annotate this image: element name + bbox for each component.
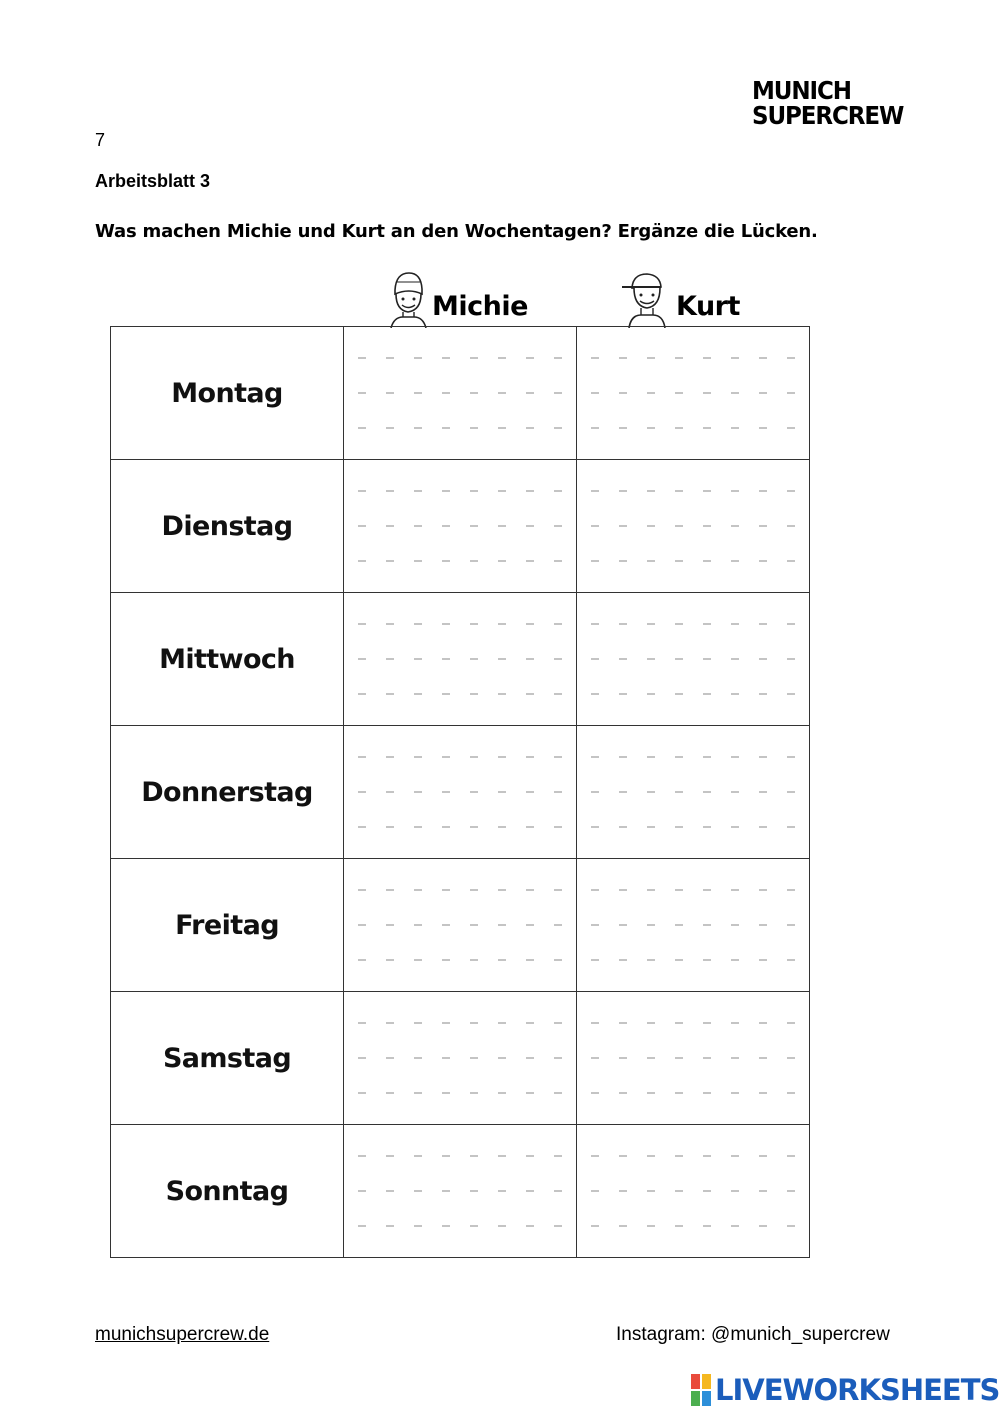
weekday-label: Mittwoch	[111, 593, 344, 726]
weekday-table	[110, 326, 810, 1258]
writing-line	[358, 1092, 562, 1094]
logo-line-2: SUPERCREW	[752, 101, 904, 130]
task-instruction: Was machen Michie und Kurt an den Wochentagen? Ergänze die Lücken.	[95, 221, 818, 242]
writing-line	[358, 658, 562, 660]
writing-line	[591, 1057, 795, 1059]
writing-line	[358, 392, 562, 394]
writing-line	[591, 392, 795, 394]
writing-line	[358, 525, 562, 527]
writing-line	[591, 959, 795, 961]
writing-line	[358, 1155, 562, 1157]
michie-answer-cell[interactable]	[344, 327, 577, 460]
michie-answer-cell[interactable]	[344, 1125, 577, 1258]
michie-answer-cell[interactable]	[344, 859, 577, 992]
weekday-label: Samstag	[111, 992, 344, 1125]
kurt-answer-cell[interactable]	[577, 327, 810, 460]
michie-answer-cell[interactable]	[344, 726, 577, 859]
kurt-answer-cell[interactable]	[577, 460, 810, 593]
writing-line	[591, 658, 795, 660]
writing-line	[358, 490, 562, 492]
table-row	[111, 593, 810, 726]
writing-line	[591, 525, 795, 527]
munich-supercrew-logo	[752, 76, 904, 130]
writing-line	[358, 826, 562, 828]
table-row	[111, 859, 810, 992]
column-label-kurt: Kurt	[676, 291, 740, 322]
table-row	[111, 726, 810, 859]
kurt-answer-cell[interactable]	[577, 1125, 810, 1258]
instagram-handle: Instagram: @munich_supercrew	[616, 1324, 890, 1345]
writing-line	[591, 1155, 795, 1157]
weekday-label: Sonntag	[111, 1125, 344, 1258]
table-row	[111, 327, 810, 460]
writing-line	[591, 357, 795, 359]
liveworksheets-text: LIVEWORKSHEETS	[715, 1373, 1000, 1407]
michie-answer-cell[interactable]	[344, 460, 577, 593]
writing-line	[591, 1022, 795, 1024]
writing-line	[358, 959, 562, 961]
table-row	[111, 460, 810, 593]
kurt-answer-cell[interactable]	[577, 992, 810, 1125]
weekday-label: Donnerstag	[111, 726, 344, 859]
writing-line	[591, 924, 795, 926]
writing-line	[358, 1225, 562, 1227]
page-number: 7	[95, 130, 106, 150]
column-head-kurt	[620, 270, 780, 328]
kurt-answer-cell[interactable]	[577, 859, 810, 992]
writing-line	[591, 756, 795, 758]
kurt-avatar-icon	[620, 270, 670, 328]
writing-line	[591, 1190, 795, 1192]
writing-line	[358, 560, 562, 562]
website-link[interactable]: munichsupercrew.de	[95, 1324, 270, 1345]
writing-line	[358, 1057, 562, 1059]
writing-line	[591, 1225, 795, 1227]
michie-answer-cell[interactable]	[344, 992, 577, 1125]
weekday-label: Dienstag	[111, 460, 344, 593]
weekday-label: Freitag	[111, 859, 344, 992]
writing-line	[358, 357, 562, 359]
writing-line	[591, 490, 795, 492]
writing-line	[591, 623, 795, 625]
writing-line	[358, 791, 562, 793]
writing-line	[358, 1190, 562, 1192]
writing-line	[358, 756, 562, 758]
weekday-label: Montag	[111, 327, 344, 460]
writing-line	[591, 427, 795, 429]
liveworksheets-logo-icon	[691, 1374, 711, 1406]
column-label-michie: Michie	[432, 291, 528, 322]
writing-line	[358, 924, 562, 926]
writing-line	[591, 826, 795, 828]
michie-avatar-icon	[388, 270, 428, 328]
writing-line	[591, 1092, 795, 1094]
writing-line	[358, 1022, 562, 1024]
writing-line	[358, 889, 562, 891]
table-row	[111, 992, 810, 1125]
writing-line	[591, 889, 795, 891]
kurt-answer-cell[interactable]	[577, 726, 810, 859]
liveworksheets-watermark	[691, 1372, 999, 1408]
worksheet-title: Arbeitsblatt 3	[95, 171, 211, 191]
column-head-michie	[388, 270, 568, 328]
writing-line	[358, 623, 562, 625]
kurt-answer-cell[interactable]	[577, 593, 810, 726]
writing-line	[591, 560, 795, 562]
writing-line	[591, 791, 795, 793]
michie-answer-cell[interactable]	[344, 593, 577, 726]
table-row	[111, 1125, 810, 1258]
writing-line	[358, 427, 562, 429]
logo-line-1: MUNICH	[752, 76, 851, 105]
writing-line	[358, 693, 562, 695]
writing-line	[591, 693, 795, 695]
